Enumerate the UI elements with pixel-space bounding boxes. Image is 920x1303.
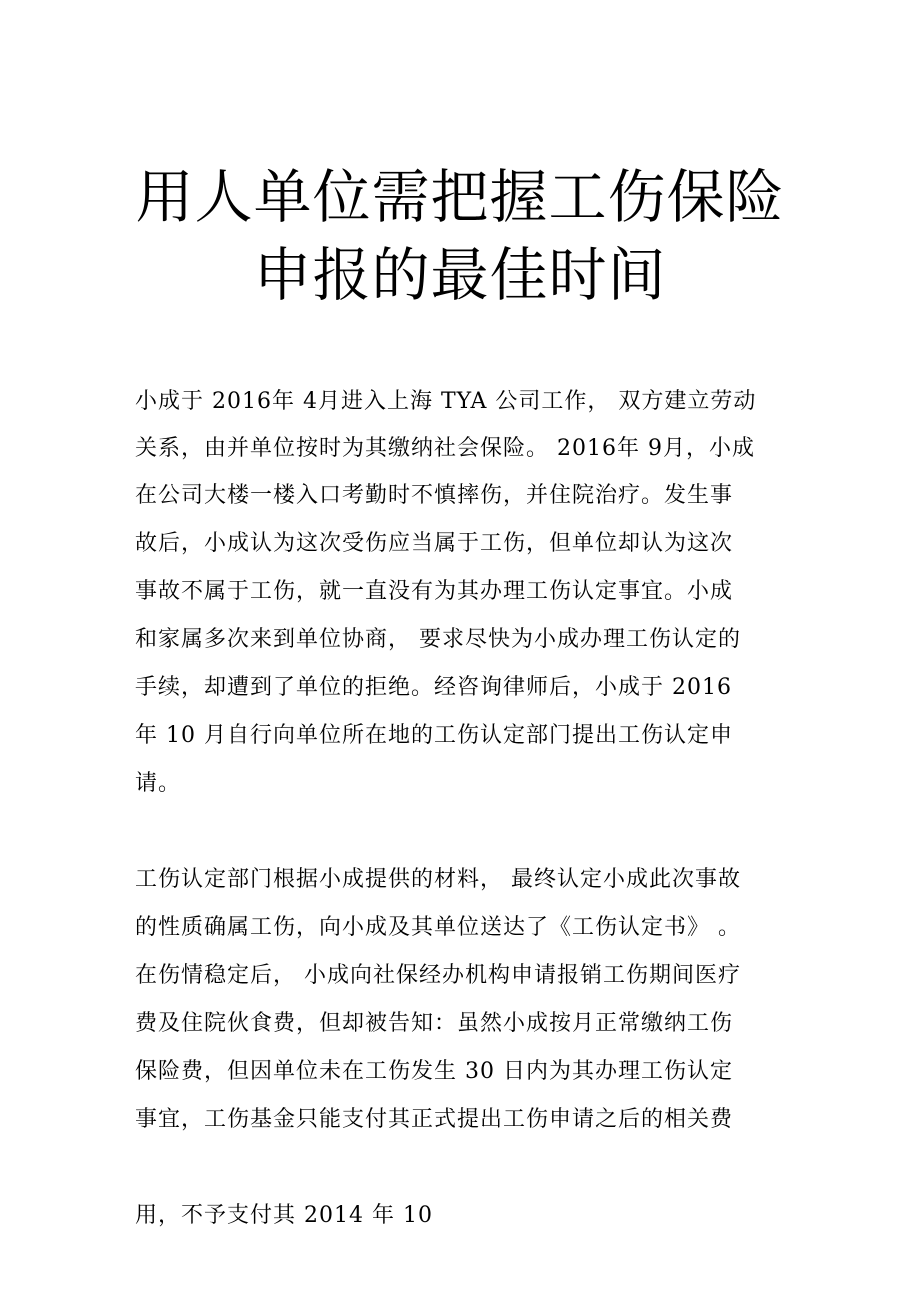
paragraph-line: 年 10 月自行向单位所在地的工伤认定部门提出工伤认定申 — [135, 723, 733, 748]
paragraph-line: 事宜，工伤基金只能支付其正式提出工伤申请之后的相关费 — [135, 1107, 734, 1132]
document-title-line-2: 申报的最佳时间 — [253, 241, 667, 309]
paragraph-line: 工伤认定部门根据小成提供的材料， 最终认定小成此次事故 — [135, 867, 741, 892]
paragraph-line: 保险费，但因单位未在工伤发生 30 日内为其办理工伤认定 — [135, 1059, 733, 1084]
paragraph-line: 和家属多次来到单位协商， 要求尽快为小成办理工伤认定的 — [135, 627, 741, 652]
paragraph-line: 小成于 2016年 4月进入上海 TYA 公司工作， 双方建立劳动 — [135, 389, 757, 414]
paragraph-line: 事故不属于工伤，就一直没有为其办理工伤认定事宜。小成 — [135, 579, 734, 604]
paragraph-line: 关系，由并单位按时为其缴纳社会保险。 2016年 9月，小成 — [135, 436, 755, 461]
paragraph-line: 故后，小成认为这次受伤应当属于工伤，但单位却认为这次 — [135, 531, 734, 556]
paragraph-line: 在公司大楼一楼入口考勤时不慎摔伤，并住院治疗。发生事 — [135, 483, 734, 508]
paragraph-line: 手续，却遭到了单位的拒绝。经咨询律师后，小成于 2016 — [135, 675, 732, 700]
paragraph-line: 费及住院伙食费，但却被告知：虽然小成按月正常缴纳工伤 — [135, 1011, 734, 1036]
paragraph-line: 用，不予支付其 2014 年 10 — [135, 1203, 433, 1228]
paragraph-line: 在伤情稳定后， 小成向社保经办机构申请报销工伤期间医疗 — [135, 963, 741, 988]
paragraph-line: 的性质确属工伤，向小成及其单位送达了《工伤认定书》 。 — [135, 915, 741, 940]
document-title-line-1: 用人单位需把握工伤保险 — [135, 163, 785, 231]
paragraph-line: 请。 — [135, 771, 182, 796]
